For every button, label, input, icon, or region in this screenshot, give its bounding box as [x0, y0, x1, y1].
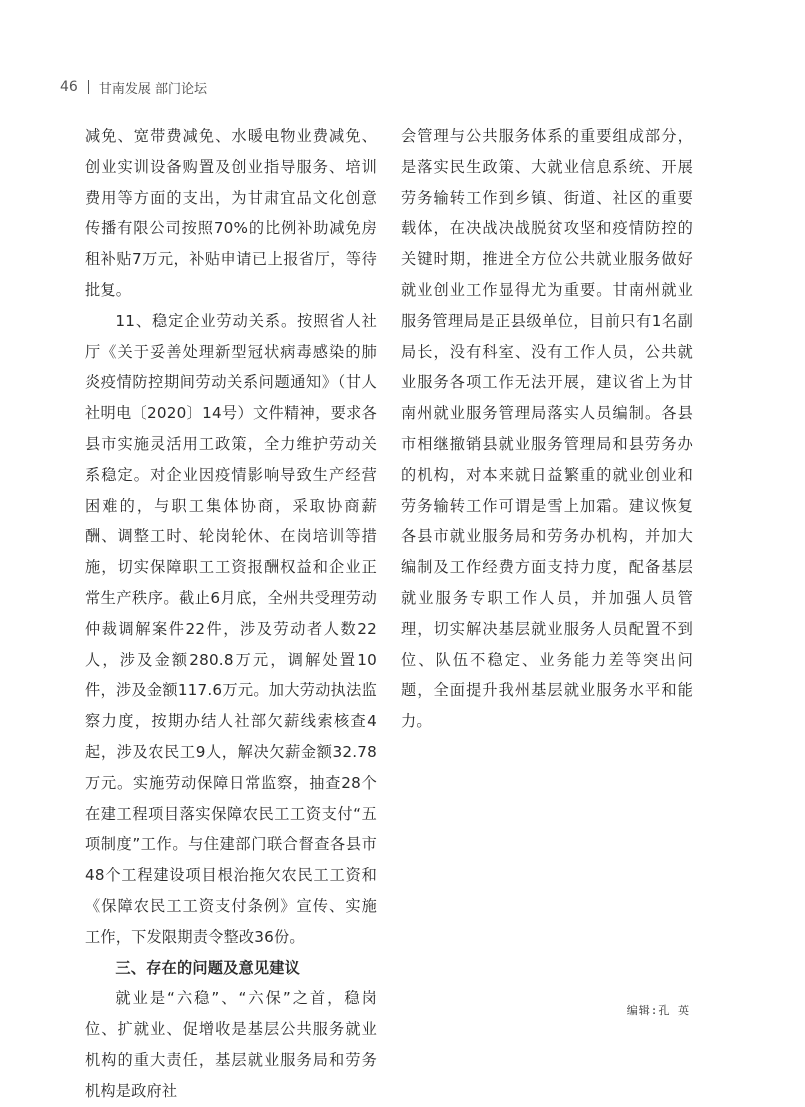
editor-credit: 编辑:孔 英 — [626, 1004, 690, 1017]
header-divider — [88, 80, 89, 94]
running-header — [60, 76, 207, 98]
left-column — [85, 121, 377, 1107]
paragraph-suggestions: 会管理与公共服务体系的重要组成部分，是落实民生政策、大就业信息系统、开展劳务输转工作到乡镇、街道、社区的重要载体，在决战决战脱贫攻坚和疫情防控的关键时期，推进全方位公共就业服务做好就业创业工作显得尤为重要。甘南州就业服务管理局是正县级单位，目前只有1名副局长，没有科室、没有工作人员，公共就业服务各项工作无法开展，建议省上为甘南州就业服务管理局落实人员编制。各县市相继撤销县就业服务管理局和县劳务办的机构，对本来就日益繁重的就业创业和劳务输转工作可谓是雪上加霜。建议恢复各县市就业服务局和劳务办机构，并加大编制及工作经费方面支持力度，配备基层就业服务专职工作人员，并加强人员管理，切实解决基层就业服务人员配置不到位、队伍不稳定、业务能力差等突出问题，全面提升我州基层就业服务水平和能力。 — [401, 127, 693, 731]
paragraph-labor-relations: 11、稳定企业劳动关系。按照省人社厅《关于妥善处理新型冠状病毒感染的肺炎疫情防控期间劳动关系问题通知》（甘人社明电〔2020〕14号）文件精神，要求各县市实施灵活用工政策，全力维护劳动关系稳定。对企业因疫情影响导致生产经营困难的，与职工集体协商，采取协商薪酬、调整工时、轮岗轮休、在岗培训等措施，切实保障职工工资报酬权益和企业正常生产秩序。截止6月底，全州共受理劳动仲裁调解案件22件，涉及劳动者人数22人，涉及金额280.8万元，调解处置10件，涉及金额117.6万元。加大劳动执法监察力度，按期办结人社部欠薪线索核查4起，涉及农民工9人，解决欠薪金额32.78万元。实施劳动保障日常监察，抽查28个在建工程项目落实保障农民工工资支付“五项制度”工作。与住建部门联合督查各县市48个工程建设项目根治拖欠农民工工资和《保障农民工工资支付条例》宣传、实施工作，下发限期责令整改36份。 — [85, 311, 377, 946]
right-column — [401, 121, 693, 737]
paragraph-continuation: 减免、宽带费减免、水暖电物业费减免、创业实训设备购置及创业指导服务、培训费用等方面的支出，为甘肃宜品文化创意传播有限公司按照70%的比例补助减免房租补贴7万元，补贴申请已上报省厅，等待批复。 — [85, 127, 377, 299]
section-heading: 三、存在的问题及意见建议 — [115, 958, 301, 977]
page-number: 46 — [60, 79, 78, 95]
section-title: 甘南发展 部门论坛 — [98, 81, 207, 97]
paragraph-employment: 就业是“六稳”、“六保”之首，稳岗位、扩就业、促增收是基层公共服务就业机构的重大责任，基层就业服务局和劳务机构是政府社 — [85, 989, 377, 1100]
